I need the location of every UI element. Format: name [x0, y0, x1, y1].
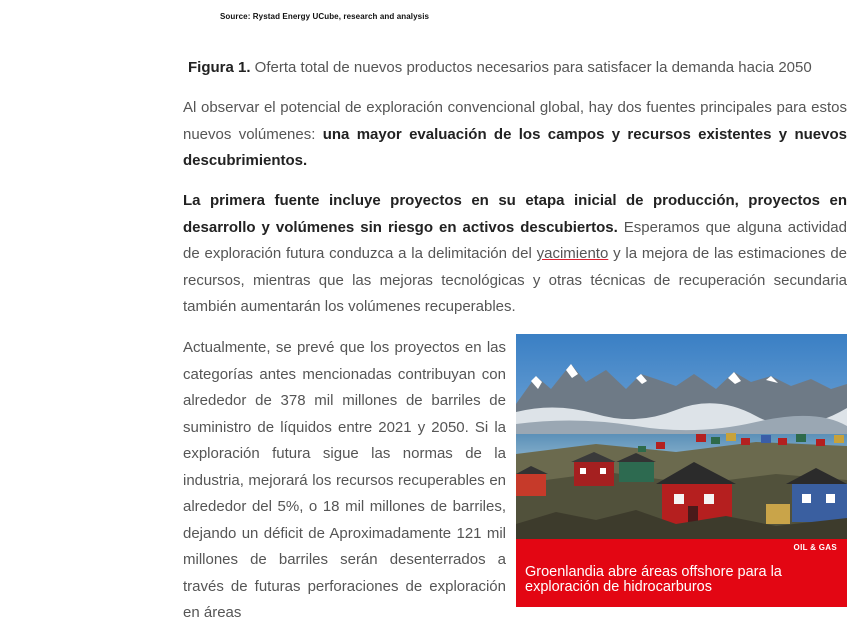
chart-source-note: Source: Rystad Energy UCube, research and analysis — [220, 12, 430, 21]
related-article-card[interactable] — [516, 334, 847, 607]
article-title[interactable]: Groenlandia abre áreas offshore para la exploración de hidrocarburos — [525, 564, 782, 595]
paragraph-text: Actualmente, se prevé que los proyectos en las categorías antes mencionadas contribuyan con alrededor de 378 mil millones de barriles de suministro de líquidos entre 2021 y 2050. Si la exploración futura sigue las normas de la industria, mejorará los recursos recuperables en alrededor del 5%, o 18 mil millones de barriles, dejando un déficit de Aproximadamente 121 mil millones de barriles serán desenterrados a través de futuras perforaciones de exploración en áreas — [183, 339, 506, 621]
paragraph-text: y la mejora de las estimaciones de recursos, mientras que las mejoras tecnológicas y otras técnicas de recuperación secundaria también aumentarán los volúmenes recuperables. — [183, 245, 848, 315]
greenland-village-photo — [516, 334, 847, 539]
paragraph-bold-text: una mayor evaluación de los campos y recursos existentes y nuevos descubrimientos. — [183, 125, 847, 169]
paragraph-text: Esperamos que alguna actividad de exploración futura conduzca a la delimitación del — [183, 218, 847, 262]
paragraph-projections — [183, 335, 506, 627]
paragraph-exploration-sources — [183, 95, 847, 175]
paragraph-text: Al observar el potencial de exploración convencional global, hay dos fuentes principales para estos nuevos volúmenes: — [183, 99, 847, 143]
yacimiento-link[interactable]: yacimiento — [536, 245, 609, 262]
figure-caption-text: Oferta total de nuevos productos necesarios para satisfacer la demanda hacia 2050 — [250, 59, 812, 76]
paragraph-bold-text: La primera fuente incluye proyectos en su etapa inicial de producción, proyectos en desarrollo y volúmenes sin riesgo en activos descubiertos. — [183, 192, 847, 236]
category-badge: OIL & GAS — [793, 543, 837, 552]
figure-caption — [188, 59, 848, 76]
paragraph-first-source — [183, 188, 847, 321]
figure-label: Figura 1. — [188, 59, 251, 76]
